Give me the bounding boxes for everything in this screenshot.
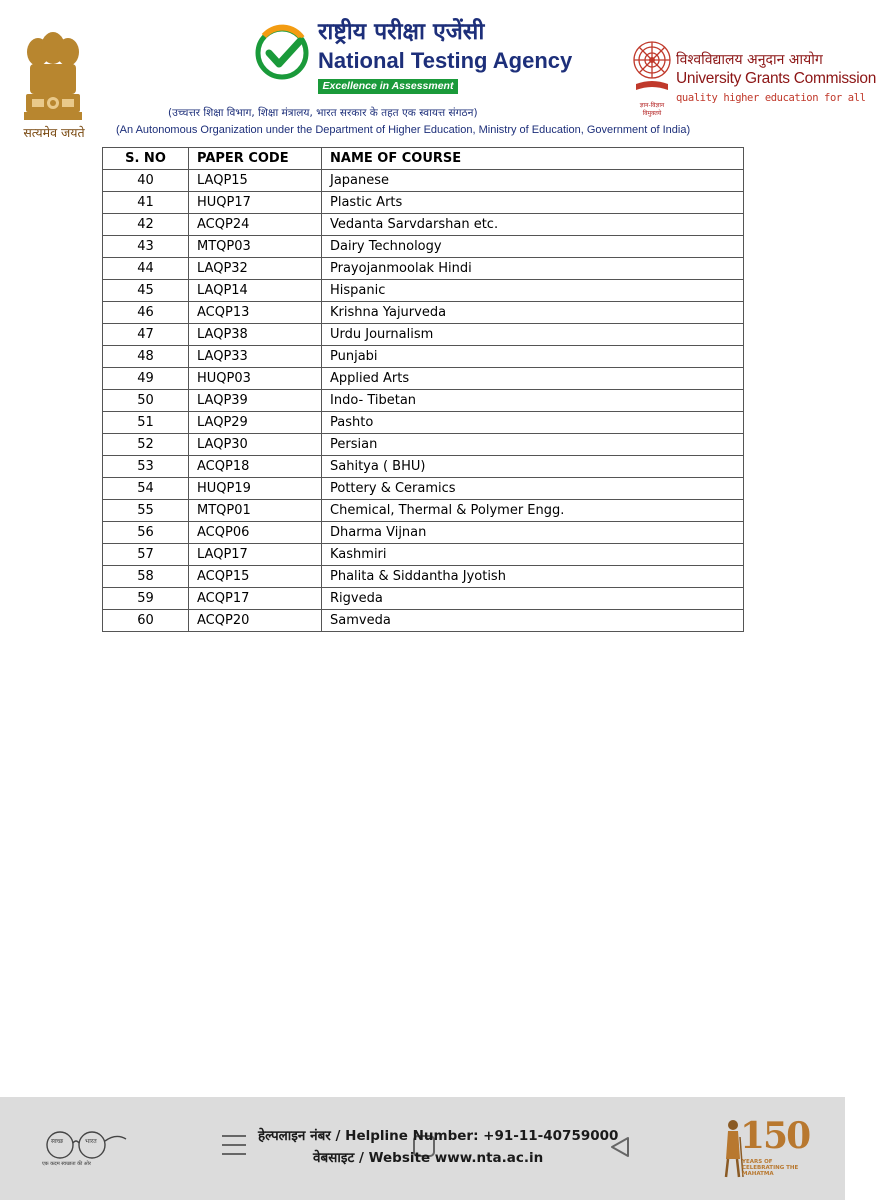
cell-sno: 53 [103,456,189,478]
cell-course-name: Indo- Tibetan [322,390,744,412]
cell-sno: 58 [103,566,189,588]
table-row [103,610,744,632]
cell-course-name: Chemical, Thermal & Polymer Engg. [322,500,744,522]
cell-course-name: Dairy Technology [322,236,744,258]
cell-sno: 56 [103,522,189,544]
column-header-paper-code: PAPER CODE [189,148,322,170]
cell-paper-code: ACQP06 [189,522,322,544]
cell-paper-code: ACQP17 [189,588,322,610]
cell-course-name: Vedanta Sarvdarshan etc. [322,214,744,236]
cell-course-name: Applied Arts [322,368,744,390]
cell-course-name: Kashmiri [322,544,744,566]
cell-paper-code: LAQP15 [189,170,322,192]
cell-paper-code: LAQP39 [189,390,322,412]
cell-course-name: Japanese [322,170,744,192]
ugc-title-english: University Grants Commission [676,70,876,87]
cell-sno: 54 [103,478,189,500]
cell-paper-code: ACQP13 [189,302,322,324]
table-row [103,522,744,544]
cell-paper-code: ACQP24 [189,214,322,236]
nta-tagline: Excellence in Assessment [318,79,458,94]
svg-text:भारत: भारत [85,1138,97,1145]
table-row [103,214,744,236]
cell-course-name: Urdu Journalism [322,324,744,346]
ugc-logo-icon [632,38,672,100]
ashoka-emblem-icon [24,30,82,122]
cell-sno: 43 [103,236,189,258]
cell-paper-code: ACQP18 [189,456,322,478]
cell-paper-code: ACQP15 [189,566,322,588]
autonomous-org-english: (An Autonomous Organization under the Department of Higher Education, Ministry of Education, Government of India) [116,124,691,136]
cell-sno: 47 [103,324,189,346]
cell-course-name: Krishna Yajurveda [322,302,744,324]
cell-paper-code: HUQP17 [189,192,322,214]
cell-course-name: Phalita & Siddantha Jyotish [322,566,744,588]
table-row [103,544,744,566]
table-row [103,302,744,324]
cell-paper-code: MTQP03 [189,236,322,258]
swachh-caption: एक कदम स्वच्छता की ओर [42,1161,91,1167]
table-row [103,368,744,390]
cell-course-name: Pottery & Ceramics [322,478,744,500]
cell-paper-code: LAQP32 [189,258,322,280]
ugc-tagline: quality higher education for all [676,92,866,104]
table-row [103,346,744,368]
nta-title-english: National Testing Agency [318,48,573,73]
cell-paper-code: ACQP20 [189,610,322,632]
gandhi-150-number: 150 [740,1115,810,1157]
cell-paper-code: LAQP14 [189,280,322,302]
cell-sno: 46 [103,302,189,324]
national-emblem [14,30,92,142]
cell-sno: 60 [103,610,189,632]
column-header-sno: S. NO [103,148,189,170]
cell-paper-code: HUQP19 [189,478,322,500]
cell-sno: 49 [103,368,189,390]
website-link[interactable]: वेबसाइट / Website www.nta.ac.in [313,1150,544,1166]
table-row [103,192,744,214]
table-row [103,390,744,412]
table-row [103,280,744,302]
cell-course-name: Persian [322,434,744,456]
cell-sno: 55 [103,500,189,522]
table-row [103,170,744,192]
helpline-number: हेल्पलाइन नंबर / Helpline Number: +91-11-40759000 [258,1128,619,1144]
column-header-course-name: NAME OF COURSE [322,148,744,170]
cell-sno: 48 [103,346,189,368]
cell-sno: 52 [103,434,189,456]
cell-sno: 42 [103,214,189,236]
course-table [102,147,744,632]
ugc-title-hindi: विश्वविद्यालय अनुदान आयोग [676,52,823,68]
table-row [103,456,744,478]
ugc-logo-caption: ज्ञान-विज्ञान विमुक्तये [639,102,665,117]
cell-sno: 51 [103,412,189,434]
nta-title-hindi: राष्ट्रीय परीक्षा एजेंसी [318,19,485,45]
table-row [103,412,744,434]
table-row [103,236,744,258]
table-row [103,434,744,456]
table-row [103,566,744,588]
table-row [103,324,744,346]
table-row [103,258,744,280]
cell-course-name: Samveda [322,610,744,632]
swachh-bharat-glasses-icon [42,1127,128,1161]
gandhi-150-logo [718,1115,808,1185]
cell-course-name: Rigveda [322,588,744,610]
cell-paper-code: LAQP30 [189,434,322,456]
cell-sno: 57 [103,544,189,566]
cell-paper-code: HUQP03 [189,368,322,390]
cell-course-name: Dharma Vijnan [322,522,744,544]
cell-course-name: Plastic Arts [322,192,744,214]
table-header-row [103,148,744,170]
nta-logo-icon [256,26,310,80]
cell-course-name: Pashto [322,412,744,434]
cell-paper-code: LAQP29 [189,412,322,434]
cell-sno: 40 [103,170,189,192]
table-row [103,588,744,610]
table-row [103,500,744,522]
cell-paper-code: LAQP17 [189,544,322,566]
emblem-motto: सत्यमेव जयते [23,125,85,140]
svg-text:स्वच्छ: स्वच्छ [51,1138,64,1145]
cell-course-name: Punjabi [322,346,744,368]
cell-sno: 50 [103,390,189,412]
table-row [103,478,744,500]
cell-sno: 59 [103,588,189,610]
cell-paper-code: MTQP01 [189,500,322,522]
cell-sno: 45 [103,280,189,302]
gandhi-150-caption: YEARS OF CELEBRATING THE MAHATMA [742,1159,799,1177]
cell-paper-code: LAQP38 [189,324,322,346]
cell-sno: 41 [103,192,189,214]
cell-course-name: Prayojanmoolak Hindi [322,258,744,280]
cell-paper-code: LAQP33 [189,346,322,368]
cell-course-name: Hispanic [322,280,744,302]
footer-bar [0,1097,845,1200]
cell-course-name: Sahitya ( BHU) [322,456,744,478]
cell-sno: 44 [103,258,189,280]
menu-icon[interactable] [222,1135,246,1162]
autonomous-org-hindi: (उच्चत्तर शिक्षा विभाग, शिक्षा मंत्रालय, भारत सरकार के तहत एक स्वायत्त संगठन) [168,107,478,119]
